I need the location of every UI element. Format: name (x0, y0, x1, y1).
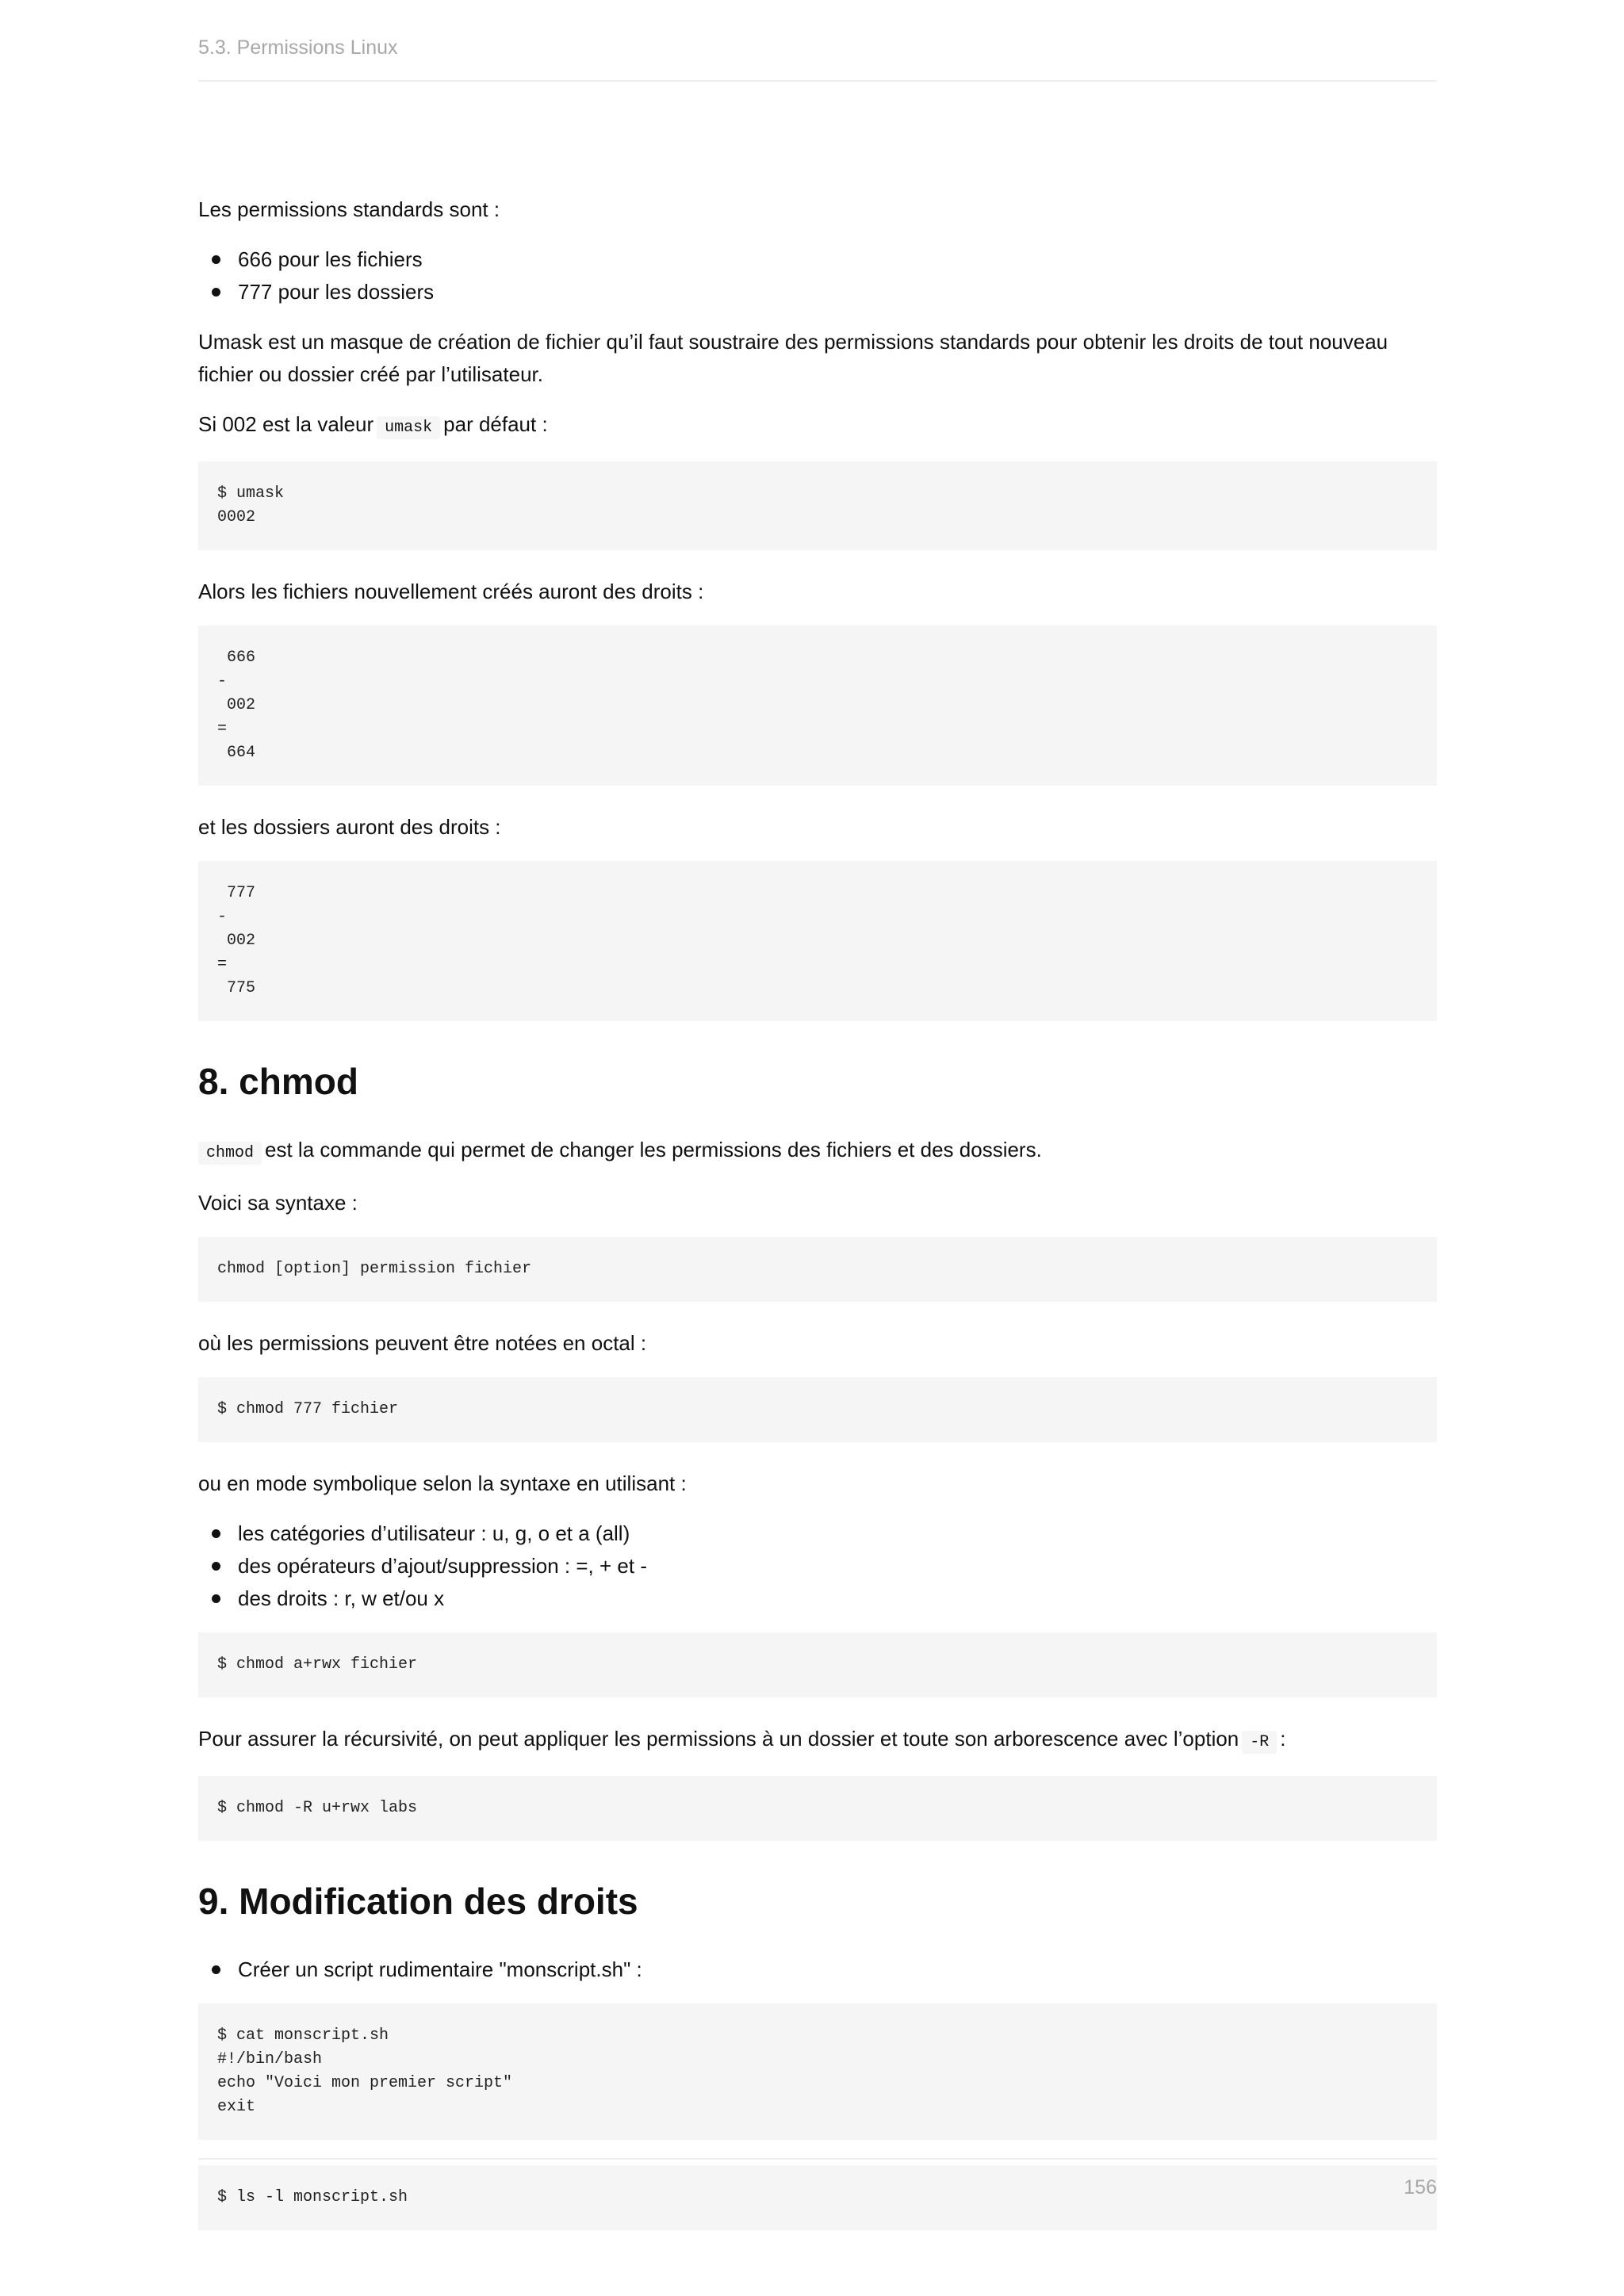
text-fragment: par défaut : (443, 412, 548, 436)
recursive-paragraph (198, 1723, 1437, 1758)
page-content (198, 193, 1437, 2256)
symbolic-list (198, 1517, 1437, 1615)
text-fragment: : (1280, 1727, 1286, 1751)
code-block-files-rights: 666 - 002 = 664 (198, 626, 1437, 786)
chmod-description (198, 1134, 1437, 1169)
list-item: des opérateurs d’ajout/suppression : =, + et - (238, 1550, 1437, 1582)
modification-list (198, 1954, 1437, 1986)
standard-permissions-list (198, 243, 1437, 308)
code-block-octal: $ chmod 777 fichier (198, 1377, 1437, 1442)
document-page (198, 0, 1437, 2296)
code-block-recursive: $ chmod -R u+rwx labs (198, 1776, 1437, 1841)
section-heading-chmod: 8. chmod (198, 1061, 358, 1102)
code-block-syntax: chmod [option] permission fichier (198, 1237, 1437, 1302)
section-heading-modification: 9. Modification des droits (198, 1881, 638, 1922)
files-rights-intro: Alors les fichiers nouvellement créés auront des droits : (198, 580, 704, 603)
inline-code: chmod (198, 1142, 262, 1165)
text-fragment: est la commande qui permet de changer les permissions des fichiers et des dossiers. (265, 1138, 1042, 1161)
umask-default-paragraph (198, 408, 1437, 444)
list-item: 777 pour les dossiers (238, 276, 1437, 308)
code-block-cat-script: $ cat monscript.sh #!/bin/bash echo "Voici mon premier script" exit (198, 2003, 1437, 2140)
code-block-umask: $ umask 0002 (198, 461, 1437, 550)
text-fragment: Si 002 est la valeur (198, 412, 374, 436)
text-fragment: Pour assurer la récursivité, on peut appliquer les permissions à un dossier et toute son arborescence avec l’option (198, 1727, 1239, 1751)
symbolic-intro: ou en mode symbolique selon la syntaxe en utilisant : (198, 1471, 687, 1495)
code-block-ls: $ ls -l monscript.sh (198, 2165, 1437, 2230)
code-block-symbolic: $ chmod a+rwx fichier (198, 1632, 1437, 1697)
inline-code: umask (377, 416, 440, 439)
header-divider (198, 80, 1437, 82)
running-header: 5.3. Permissions Linux (198, 36, 398, 59)
code-block-dirs-rights: 777 - 002 = 775 (198, 861, 1437, 1021)
octal-intro: où les permissions peuvent être notées en octal : (198, 1331, 647, 1355)
umask-description: Umask est un masque de création de fichier qu’il faut soustraire des permissions standards pour obtenir les droits de tout nouveau fichier ou dossier créé par l’utilisateur. (198, 330, 1388, 386)
dirs-rights-intro: et les dossiers auront des droits : (198, 815, 501, 839)
syntax-intro: Voici sa syntaxe : (198, 1191, 358, 1215)
list-item: les catégories d’utilisateur : u, g, o et a (all) (238, 1517, 1437, 1550)
page-number: 156 (1404, 2176, 1437, 2198)
standard-permissions-intro: Les permissions standards sont : (198, 197, 500, 221)
footer-divider (198, 2158, 1437, 2160)
list-item: Créer un script rudimentaire "monscript.sh" : (238, 1954, 1437, 1986)
list-item: 666 pour les fichiers (238, 243, 1437, 276)
inline-code: -R (1242, 1731, 1277, 1754)
list-item: des droits : r, w et/ou x (238, 1582, 1437, 1615)
